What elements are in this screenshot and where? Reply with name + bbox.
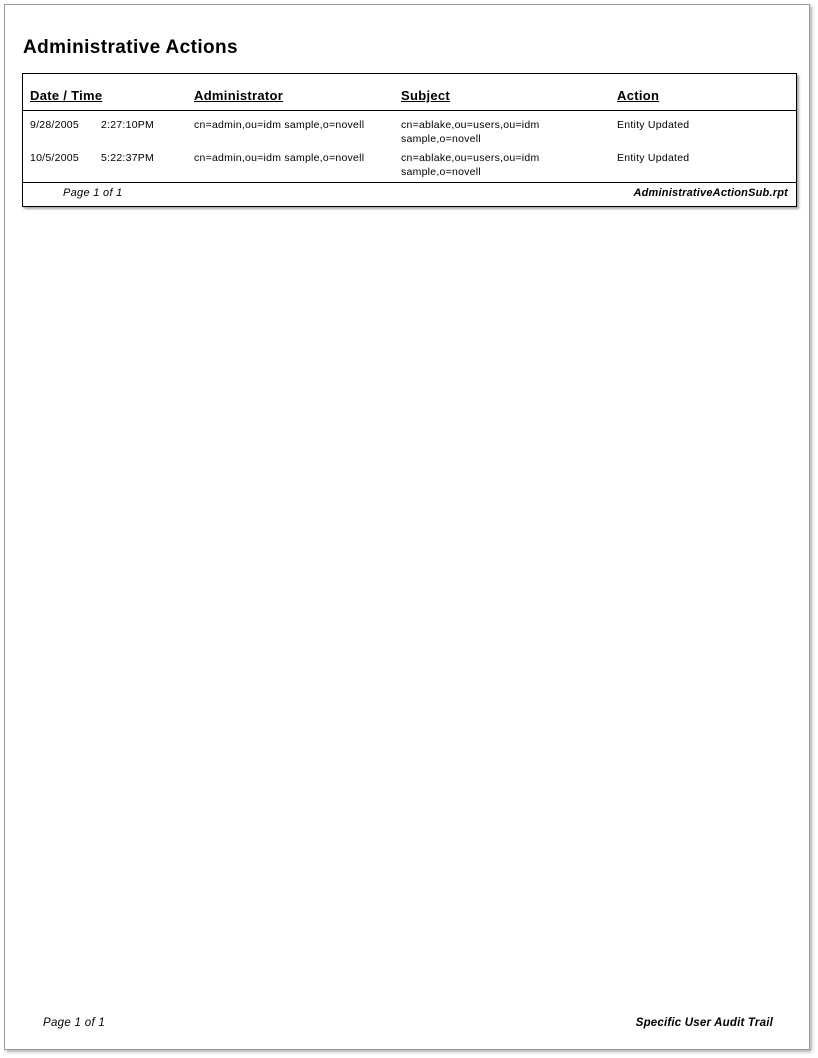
footer-divider bbox=[23, 182, 796, 183]
cell-subject: cn=ablake,ou=users,ou=idm sample,o=novell bbox=[401, 119, 540, 145]
column-header-subject: Subject bbox=[401, 88, 451, 103]
subreport-source-file: AdministrativeActionSub.rpt bbox=[633, 187, 788, 199]
header-divider bbox=[23, 110, 796, 111]
column-header-action: Action bbox=[617, 88, 660, 103]
page-footer-report-name: Specific User Audit Trail bbox=[635, 1017, 773, 1029]
column-header-date-time: Date / Time bbox=[30, 88, 103, 103]
cell-time: 2:27:10PM bbox=[101, 119, 155, 131]
cell-administrator: cn=admin,ou=idm sample,o=novell bbox=[194, 152, 365, 164]
administrative-actions-subreport bbox=[22, 73, 797, 207]
subreport-page-label: Page 1 of 1 bbox=[63, 187, 123, 199]
page-title: Administrative Actions bbox=[23, 37, 239, 58]
page-footer-page-label: Page 1 of 1 bbox=[43, 1017, 106, 1029]
cell-time: 5:22:37PM bbox=[101, 152, 155, 164]
cell-action: Entity Updated bbox=[617, 152, 690, 164]
report-page bbox=[4, 4, 810, 1050]
cell-date: 10/5/2005 bbox=[30, 152, 79, 164]
cell-subject: cn=ablake,ou=users,ou=idm sample,o=novell bbox=[401, 152, 540, 178]
cell-administrator: cn=admin,ou=idm sample,o=novell bbox=[194, 119, 365, 131]
cell-date: 9/28/2005 bbox=[30, 119, 79, 131]
column-header-administrator: Administrator bbox=[194, 88, 284, 103]
cell-action: Entity Updated bbox=[617, 119, 690, 131]
